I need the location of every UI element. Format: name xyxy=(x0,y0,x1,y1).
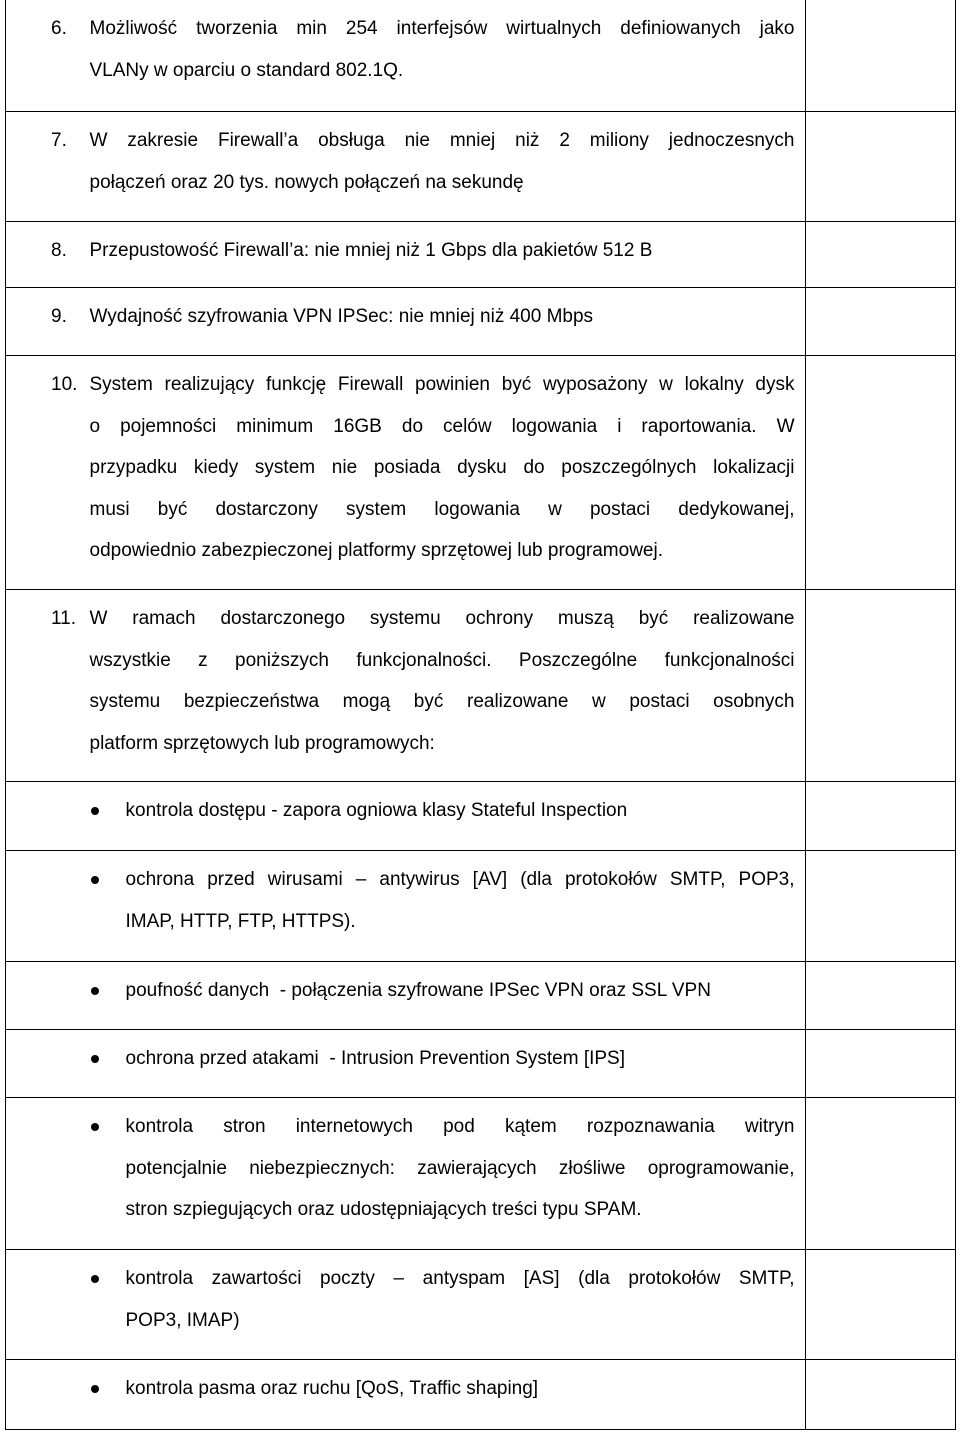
bullet-icon xyxy=(91,1275,99,1283)
text-line: systemu bezpieczeństwa mogą być realizowane w postaci osobnych xyxy=(89,691,795,712)
text-line: IMAP, HTTP, FTP, HTTPS). xyxy=(125,910,356,932)
empty-cell xyxy=(806,851,956,961)
empty-cell xyxy=(806,356,956,589)
requirement-cell xyxy=(6,222,806,287)
feature-cell xyxy=(6,1250,806,1359)
text-line: kontrola pasma oraz ruchu [QoS, Traffic shaping] xyxy=(125,1378,539,1399)
item-number: 6. xyxy=(51,18,67,39)
requirement-cell xyxy=(6,0,806,111)
empty-cell xyxy=(806,590,956,781)
empty-cell xyxy=(806,1098,956,1249)
empty-cell xyxy=(806,782,956,850)
table-row xyxy=(6,0,955,112)
empty-cell xyxy=(806,1250,956,1359)
table-row xyxy=(6,962,955,1030)
item-text xyxy=(90,230,795,272)
item-number: 8. xyxy=(51,240,67,261)
empty-cell xyxy=(806,112,956,221)
bullet-icon xyxy=(91,987,99,995)
text-line: kontrola stron internetowych pod kątem rozpoznawania witryn xyxy=(125,1116,795,1137)
text-line: potencjalnie niebezpiecznych: zawierających złośliwe oprogramowanie, xyxy=(125,1157,795,1179)
text-line: W ramach dostarczonego systemu ochrony muszą być realizowane xyxy=(89,608,795,629)
requirement-cell xyxy=(6,590,806,781)
bullet-icon xyxy=(91,1385,99,1393)
empty-cell xyxy=(806,288,956,355)
table-row xyxy=(6,288,955,356)
text-line: System realizujący funkcję Firewall powinien być wyposażony w lokalny dysk xyxy=(89,374,795,395)
feature-cell xyxy=(6,1030,806,1097)
feature-text xyxy=(126,1106,795,1231)
text-line: platform sprzętowych lub programowych: xyxy=(89,732,435,754)
text-line: Wydajność szyfrowania VPN IPSec: nie mniej niż 400 Mbps xyxy=(89,306,594,327)
requirements-table xyxy=(5,0,956,1430)
table-row xyxy=(6,1250,955,1360)
feature-cell xyxy=(6,782,806,850)
feature-text xyxy=(126,1258,795,1341)
item-text xyxy=(90,8,795,91)
table-row xyxy=(6,222,955,288)
table-row xyxy=(6,1098,955,1250)
item-text xyxy=(90,120,795,203)
text-line: VLANy w oparciu o standard 802.1Q. xyxy=(89,59,404,81)
feature-cell xyxy=(6,1360,806,1429)
text-line: kontrola dostępu - zapora ogniowa klasy Stateful Inspection xyxy=(125,800,628,821)
feature-cell xyxy=(6,851,806,961)
text-line: stron szpiegujących oraz udostępniających treści typu SPAM. xyxy=(125,1199,642,1220)
feature-cell xyxy=(6,1098,806,1249)
item-number: 9. xyxy=(51,306,67,327)
text-line: POP3, IMAP) xyxy=(125,1309,240,1331)
text-line: Możliwość tworzenia min 254 interfejsów wirtualnych definiowanych jako xyxy=(89,18,795,39)
requirement-cell xyxy=(6,288,806,355)
item-number: 11. xyxy=(51,608,77,629)
feature-cell xyxy=(6,962,806,1029)
table-row xyxy=(6,782,955,851)
requirement-cell xyxy=(6,356,806,589)
item-text xyxy=(90,598,795,764)
bullet-icon xyxy=(91,1123,99,1131)
item-number: 10. xyxy=(51,374,78,395)
text-line: W zakresie Firewall’a obsługa nie mniej niż 2 miliony jednoczesnych xyxy=(89,130,795,151)
text-line: odpowiednio zabezpieczonej platformy sprzętowej lub programowej. xyxy=(89,540,663,561)
feature-text xyxy=(126,1368,795,1410)
feature-text xyxy=(126,790,795,832)
item-text xyxy=(90,364,795,572)
item-number: 7. xyxy=(51,130,67,151)
text-line: ochrona przed wirusami – antywirus [AV] (dla protokołów SMTP, POP3, xyxy=(125,869,795,890)
empty-cell xyxy=(806,1360,956,1429)
text-line: kontrola zawartości poczty – antyspam [AS] (dla protokołów SMTP, xyxy=(125,1268,795,1289)
bullet-icon xyxy=(91,876,99,884)
requirement-cell xyxy=(6,112,806,221)
bullet-icon xyxy=(91,1055,99,1063)
empty-cell xyxy=(806,1030,956,1097)
text-line: musi być dostarczony system logowania w postaci dedykowanej, xyxy=(89,498,795,520)
text-line: ochrona przed atakami - Intrusion Prevention System [IPS] xyxy=(125,1048,626,1069)
text-line: Przepustowość Firewall’a: nie mniej niż 1 Gbps dla pakietów 512 B xyxy=(89,240,653,261)
text-line: przypadku kiedy system nie posiada dysku do poszczególnych lokalizacji xyxy=(89,457,795,478)
table-row xyxy=(6,851,955,962)
empty-cell xyxy=(806,222,956,287)
empty-cell xyxy=(806,0,956,111)
text-line: poufność danych - połączenia szyfrowane IPSec VPN oraz SSL VPN xyxy=(125,980,711,1001)
feature-text xyxy=(126,970,795,1012)
item-text xyxy=(90,296,795,338)
text-line: połączeń oraz 20 tys. nowych połączeń na sekundę xyxy=(89,171,524,193)
feature-text xyxy=(126,1038,795,1080)
table-row xyxy=(6,590,955,782)
empty-cell xyxy=(806,962,956,1029)
table-row xyxy=(6,1360,955,1430)
text-line: wszystkie z poniższych funkcjonalności. Poszczególne funkcjonalności xyxy=(89,649,795,671)
table-row xyxy=(6,356,955,590)
table-row xyxy=(6,1030,955,1098)
feature-text xyxy=(126,859,795,942)
table-row xyxy=(6,112,955,222)
text-line: o pojemności minimum 16GB do celów logowania i raportowania. W xyxy=(89,415,795,437)
bullet-icon xyxy=(91,807,99,815)
